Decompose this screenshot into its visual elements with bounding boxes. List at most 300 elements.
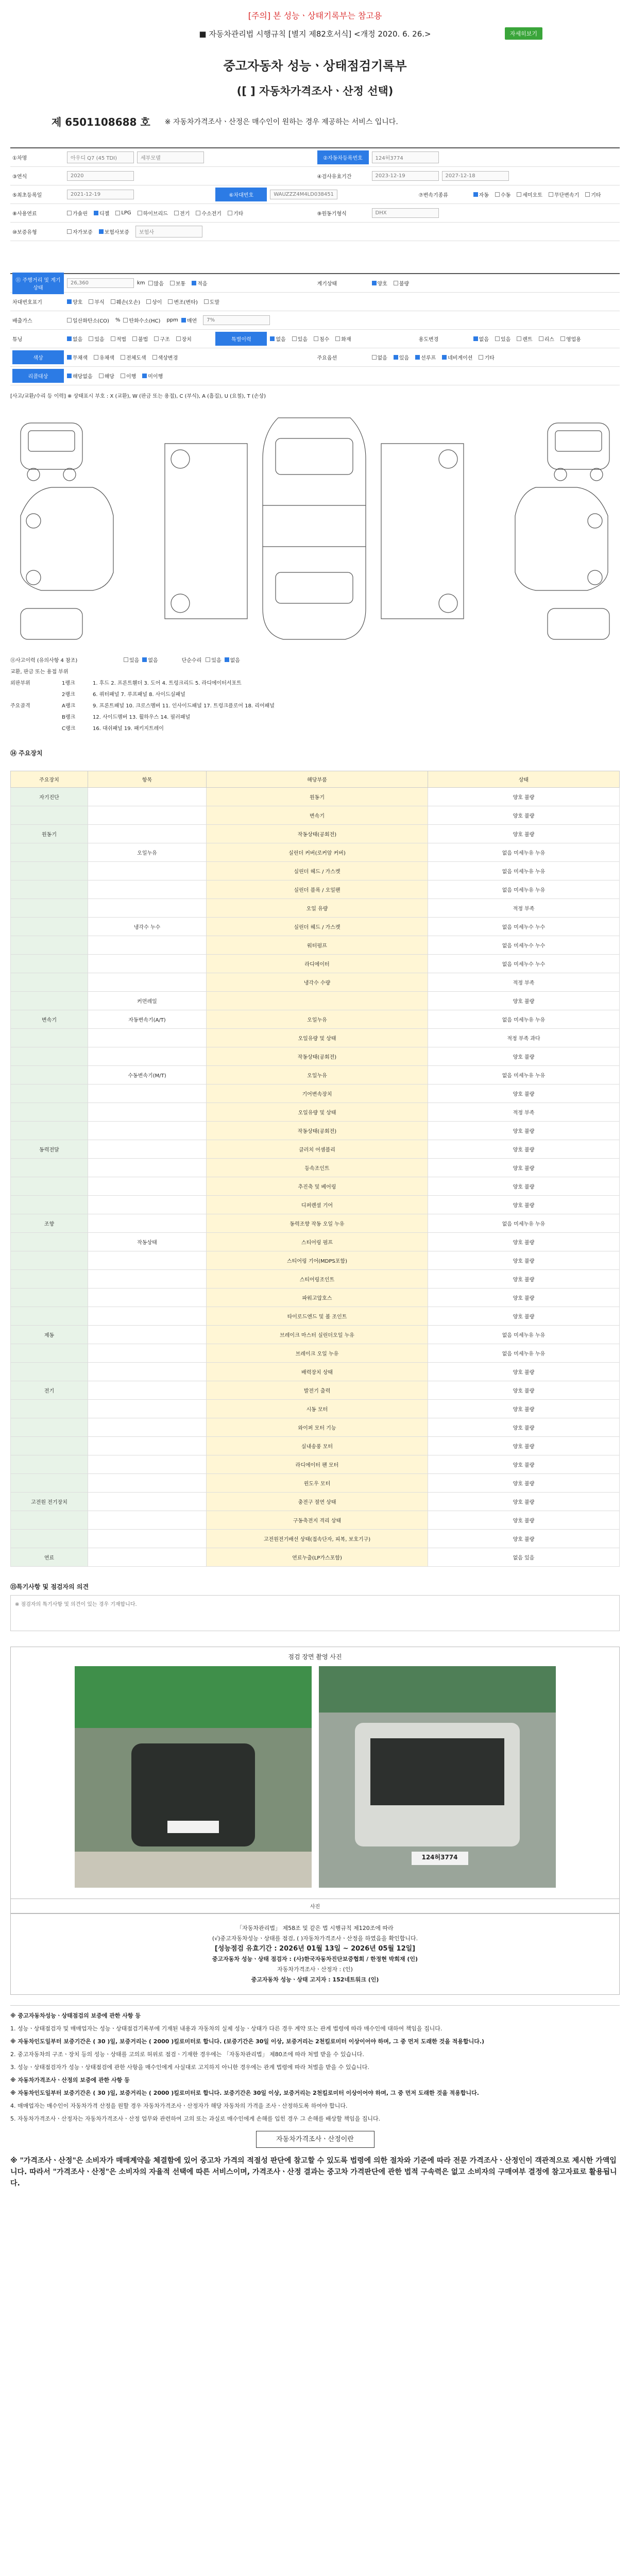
- status-row: [10, 367, 620, 385]
- table-row: [11, 1047, 620, 1066]
- car-rear-icon: [75, 1666, 312, 1888]
- table-cell[interactable]: 적정 부족: [428, 899, 620, 918]
- table-cell[interactable]: 없음 미세누유 누유: [428, 1344, 620, 1363]
- table-header-row: [11, 771, 620, 788]
- table-cell: 기어변속장치: [207, 1084, 428, 1103]
- checkbox-option[interactable]: 없음: [225, 656, 240, 664]
- table-cell: [11, 1233, 88, 1251]
- checkbox-option[interactable]: 보험사보증: [99, 228, 129, 235]
- field-label: ⑤최초등록일: [12, 193, 42, 198]
- table-cell: 오일누유: [207, 1066, 428, 1084]
- table-cell[interactable]: 양호 불량: [428, 1474, 620, 1493]
- table-cell: 디퍼렌셜 기어: [207, 1196, 428, 1214]
- checkbox-icon: [517, 336, 521, 341]
- table-cell: [88, 1381, 207, 1400]
- table-cell[interactable]: 없음 미세누유 누유: [428, 880, 620, 899]
- checkbox-option[interactable]: 양호: [67, 298, 82, 306]
- table-cell[interactable]: 적정 부족: [428, 973, 620, 992]
- checkbox-icon: [335, 336, 340, 341]
- table-cell: [88, 973, 207, 992]
- table-cell: [88, 1029, 207, 1047]
- table-cell: 라디에이터 팬 모터: [207, 1455, 428, 1474]
- checkbox-icon: [123, 318, 128, 323]
- checkbox-option[interactable]: 선루프: [415, 353, 436, 361]
- checkbox-option[interactable]: 해당: [99, 372, 114, 380]
- table-row: [11, 1214, 620, 1233]
- table-cell[interactable]: 양호 불량: [428, 1455, 620, 1474]
- table-cell: [88, 1474, 207, 1493]
- checkbox-option[interactable]: 색상변경: [152, 353, 178, 361]
- price-survey-info-button[interactable]: 자동차가격조사ㆍ산정이란: [256, 2131, 374, 2148]
- checkbox-option[interactable]: 없음: [67, 335, 82, 343]
- table-cell: [11, 992, 88, 1010]
- checkbox-option[interactable]: 있음: [124, 656, 139, 664]
- table-cell: [88, 1418, 207, 1437]
- checkbox-icon: [67, 374, 72, 378]
- table-cell: [11, 973, 88, 992]
- table-cell: 조향: [11, 1214, 88, 1233]
- table-cell[interactable]: 없음 미세누유 누유: [428, 1326, 620, 1344]
- table-cell[interactable]: 양호 불량: [428, 825, 620, 843]
- table-cell[interactable]: 양호 불량: [428, 992, 620, 1010]
- table-cell[interactable]: 양호 불량: [428, 1289, 620, 1307]
- table-cell: 실린더 헤드 / 가스켓: [207, 862, 428, 880]
- checkbox-icon: [181, 318, 186, 323]
- tuning-field: [10, 335, 213, 343]
- checkbox-option[interactable]: 훼손(오손): [111, 298, 140, 306]
- table-cell[interactable]: 양호 불량: [428, 1140, 620, 1159]
- table-cell[interactable]: 없음 미세누유 누유: [428, 1010, 620, 1029]
- field-extra: 세부모델: [137, 151, 204, 163]
- table-cell: 냉각수 누수: [88, 918, 207, 936]
- page-title: 중고자동차 성능ㆍ상태점검기록부: [223, 59, 407, 73]
- checkbox-icon: [517, 192, 521, 197]
- table-cell: 실린더 커버(로커암 커버): [207, 843, 428, 862]
- table-cell: 타이로드엔드 및 볼 조인트: [207, 1307, 428, 1326]
- table-cell[interactable]: 없음 미세누유 누유: [428, 1214, 620, 1233]
- gauge-field: [315, 279, 620, 287]
- table-cell: [11, 1455, 88, 1474]
- checkbox-icon: [174, 211, 179, 215]
- checkbox-option[interactable]: 전체도색: [121, 353, 146, 361]
- table-cell[interactable]: 양호 불량: [428, 1511, 620, 1530]
- checkbox-icon: [121, 355, 125, 360]
- field-value: 2023-12-19: [372, 171, 439, 181]
- checkbox-option[interactable]: 부식: [89, 298, 104, 306]
- table-row: [11, 1029, 620, 1047]
- table-cell: 시동 모터: [207, 1400, 428, 1418]
- remarks-title: ⑮특기사항 및 점검자의 의견: [10, 1583, 89, 1590]
- checkbox-option[interactable]: 일산화탄소(CO): [67, 316, 109, 324]
- column-header: 상태: [428, 771, 620, 788]
- special-history-field: [213, 332, 416, 346]
- field-label: ①차명: [12, 156, 27, 161]
- checkbox-option[interactable]: 하이브리드: [138, 209, 168, 217]
- table-cell: [11, 1122, 88, 1140]
- table-row: [11, 1270, 620, 1289]
- warranty-field: [10, 226, 620, 238]
- notice-section: ※ 중고자동차성능ㆍ상태점검의 보증에 관한 사항 등 1. 성능ㆍ상태점검자 및 매매업자는 성능ㆍ상태점검기록부에 기재된 내용과 자동차의 실제 성능ㆍ상태가 다른 경우 계약 또는 관계 법령에 따라 매수인에 대하여 책임을 집니다. ※ 자동차인도일부터 보증기간은 ( 30 )일, 보증거리는 ( 2000 )킬로미터로 합니다. (보증기간은 30일 이상, 보증거리는 2천킬로미터 이상이어야 하며, 그 중 먼저 도래한 것을 적용합니다.) 2. 중고자동차의 구조ㆍ장치 등의 성능ㆍ상태를 고의로 허위로 점검ㆍ기재한 경우에는 「자동차관리법」 제80조에 따라 처벌 받을 수 있습니다. 3. 성능ㆍ상태점검자가 성능ㆍ상태점검에 관한 사항을 매수인에게 사실대로 고지하지 아니한 경우에는 관계 법령에 따라 처벌을 받을 수 있습니다. ※ 자동차가격조사ㆍ산정의 보증에 관한 사항 등 ※ 자동차인도일부터 보증기간은 ( 30 )일, 보증거리는 ( 2000 )킬로미터로 합니다. 보증기간은 30일 이상, 보증거리는 2천킬로미터 이상이어야 하며, 그 중 먼저 도래한 것을 적용합니다. 4. 매매업자는 매수인이 자동차가격 산정을 원할 경우 자동차가격조사ㆍ산정자가 해당 자동차의 가격을 조사ㆍ산정하도록 하여야 합니다. 5. 자동차가격조사ㆍ산정자는 자동차가격조사ㆍ산정 업무와 관련하여 고의 또는 과실로 매수인에게 손해를 입힌 경우 그 손해를 배상할 책임을 집니다. 자동차가격조사ㆍ산정이란 ※ "가격조사ㆍ산정"은 소비자가 매매계약을 체결함에 있어 중고차 가격의 적절성 판단에 참고할 수 있도록 법령에 의한 절차와 기준에 따라 전문 가격조사ㆍ산정인이 객관적으로 제시한 가액입니다. 따라서 "가격조사ㆍ산정"은 소비자의 자율적 선택에 따른 서비스이며, 가격조사ㆍ산정 결과는 중고차 가격판단에 관한 법적 구속력은 없고 소비자의 구매여부 결정에 참고자료로 활용됩니다.: [10, 2005, 620, 2189]
- plate-field: [315, 150, 620, 164]
- table-cell: 작동상태(공회전): [207, 825, 428, 843]
- checkbox-icon: [89, 299, 93, 304]
- checkbox-option[interactable]: 디젤: [94, 209, 109, 217]
- checkbox-option[interactable]: 미이행: [142, 372, 163, 380]
- table-cell: 추진축 및 베어링: [207, 1177, 428, 1196]
- checkbox-icon: [67, 229, 72, 234]
- table-cell: 변속기: [207, 806, 428, 825]
- table-cell: 클러치 어셈블리: [207, 1140, 428, 1159]
- table-cell: 원동기: [11, 825, 88, 843]
- table-cell[interactable]: 없음 미세누수 누수: [428, 955, 620, 973]
- table-cell: [88, 806, 207, 825]
- status-row: [10, 330, 620, 348]
- checkbox-option[interactable]: 상이: [146, 298, 162, 306]
- table-cell: [88, 1177, 207, 1196]
- table-cell[interactable]: 양호 불량: [428, 1437, 620, 1455]
- table-cell[interactable]: 없음 미세누유 누유: [428, 1066, 620, 1084]
- table-cell: [88, 1363, 207, 1381]
- rank-row: 외판부위 1랭크 1. 후드 2. 프론트휀더 3. 도어 4. 트렁크리드 5. 라디에이터서포트: [10, 680, 242, 686]
- table-cell[interactable]: 양호 불량: [428, 1270, 620, 1289]
- checkbox-option[interactable]: 없음: [142, 656, 158, 664]
- checkbox-option[interactable]: 영업용: [560, 335, 581, 343]
- table-row: [11, 992, 620, 1010]
- table-cell: [88, 936, 207, 955]
- table-cell[interactable]: 양호 불량: [428, 1159, 620, 1177]
- table-row: [11, 1363, 620, 1381]
- table-cell: [88, 1140, 207, 1159]
- status-row: [10, 348, 620, 367]
- checkbox-option[interactable]: 유채색: [94, 353, 114, 361]
- table-cell[interactable]: 양호 불량: [428, 1122, 620, 1140]
- table-cell: [88, 1511, 207, 1530]
- table-cell: 오일누유: [88, 843, 207, 862]
- checkbox-option[interactable]: 자동: [473, 191, 489, 198]
- field-value: WAUZZZ4M4LD038451: [270, 190, 337, 199]
- table-cell: 제동: [11, 1326, 88, 1344]
- table-cell: [88, 1344, 207, 1363]
- engine-type-field: [315, 208, 620, 218]
- checkbox-option[interactable]: 변조(변타): [168, 298, 197, 306]
- table-cell[interactable]: 양호 불량: [428, 1530, 620, 1548]
- checkbox-option[interactable]: 전기: [174, 209, 190, 217]
- options-field: [315, 353, 620, 361]
- checkbox-option[interactable]: 있음: [495, 335, 510, 343]
- table-cell: [11, 1177, 88, 1196]
- usage-change-field: [417, 335, 620, 343]
- details-button[interactable]: 자세히보기: [505, 27, 542, 40]
- table-row: [11, 1251, 620, 1270]
- checkbox-option[interactable]: 세미오토: [517, 191, 542, 198]
- table-cell[interactable]: 양호 불량: [428, 1196, 620, 1214]
- status-section: [10, 273, 620, 385]
- table-cell: 스티어링 기어(MDPS포함): [207, 1251, 428, 1270]
- table-row: [11, 862, 620, 880]
- table-cell: [11, 918, 88, 936]
- color-field: [10, 350, 315, 364]
- table-row: [11, 1511, 620, 1530]
- table-cell: 자동변속기(A/T): [88, 1010, 207, 1029]
- table-row: [11, 1289, 620, 1307]
- table-cell: 작동상태(공회전): [207, 1047, 428, 1066]
- table-cell: 스티어링조인트: [207, 1270, 428, 1289]
- table-cell[interactable]: 양호 불량: [428, 1084, 620, 1103]
- checkbox-icon: [372, 281, 377, 285]
- checkbox-option[interactable]: 기타: [228, 209, 243, 217]
- law-reference: [10, 28, 620, 39]
- table-cell[interactable]: 적정 부족 과다: [428, 1029, 620, 1047]
- table-row: [11, 899, 620, 918]
- checkbox-option[interactable]: 수소전기: [196, 209, 222, 217]
- table-row: [11, 1418, 620, 1437]
- checkbox-option[interactable]: 양호: [372, 279, 387, 287]
- table-cell: [88, 1196, 207, 1214]
- table-cell: 워터펌프: [207, 936, 428, 955]
- table-cell: 구동축전지 격리 상태: [207, 1511, 428, 1530]
- mileage-unit: km: [137, 280, 145, 286]
- field-value: 아우디 Q7 (45 TDI): [67, 151, 134, 163]
- checkbox-option[interactable]: 침수: [314, 335, 329, 343]
- checkbox-option[interactable]: 매연: [181, 316, 197, 324]
- page-subtitle: ([ ] 자동차가격조사ㆍ산정 선택): [236, 85, 394, 97]
- remarks-box: ※ 점검자의 특기사항 및 의견이 있는 경우 기재합니다.: [10, 1595, 620, 1631]
- table-cell[interactable]: 양호 불량: [428, 1047, 620, 1066]
- checkbox-option[interactable]: LPG: [115, 210, 131, 216]
- vehicle-outline-icon: [10, 402, 620, 650]
- table-row: [11, 1548, 620, 1567]
- checkbox-option[interactable]: 이행: [121, 372, 136, 380]
- checkbox-icon: [539, 336, 543, 341]
- table-cell: [11, 1066, 88, 1084]
- checkbox-option[interactable]: 네비게이션: [442, 353, 472, 361]
- checkbox-option[interactable]: 있음: [89, 335, 104, 343]
- table-cell: [88, 825, 207, 843]
- info-row: [10, 204, 620, 223]
- checkbox-icon: [228, 211, 232, 215]
- vehicle-diagram: [10, 402, 620, 650]
- table-cell: [88, 1437, 207, 1455]
- table-cell: [11, 1103, 88, 1122]
- table-row: [11, 1326, 620, 1344]
- table-cell: 고전원전기배선 상태(접속단자, 피복, 보호기구): [207, 1530, 428, 1548]
- table-cell[interactable]: 없음 미세누수 누수: [428, 936, 620, 955]
- checkbox-icon: [270, 336, 275, 341]
- checkbox-icon: [206, 657, 210, 662]
- table-cell[interactable]: 양호 불량: [428, 1251, 620, 1270]
- checkbox-option[interactable]: 장치: [176, 335, 192, 343]
- table-cell: [11, 862, 88, 880]
- table-cell[interactable]: 양호 불량: [428, 1363, 620, 1381]
- checkbox-option[interactable]: 구조: [154, 335, 169, 343]
- table-cell: [88, 1307, 207, 1326]
- table-cell: [11, 806, 88, 825]
- checkbox-icon: [549, 192, 553, 197]
- table-cell[interactable]: 없음 있음: [428, 1548, 620, 1567]
- field-label: ④검사유효기간: [317, 174, 352, 180]
- checkbox-option[interactable]: 불법: [132, 335, 148, 343]
- checkbox-icon: [111, 336, 115, 341]
- table-cell: [207, 992, 428, 1010]
- status-row: [10, 274, 620, 293]
- checkbox-option[interactable]: 무단변속기: [549, 191, 579, 198]
- checkbox-option[interactable]: 있음: [292, 335, 308, 343]
- table-cell: 실린더 블록 / 오일팬: [207, 880, 428, 899]
- table-cell[interactable]: 양호 불량: [428, 806, 620, 825]
- field-label: 배출가스: [12, 318, 32, 324]
- table-row: [11, 1159, 620, 1177]
- table-cell: 오일유량 및 상태: [207, 1103, 428, 1122]
- checkbox-icon: [495, 192, 500, 197]
- table-cell: [88, 1493, 207, 1511]
- table-cell: 연료누출(LP가스포함): [207, 1548, 428, 1567]
- checkbox-icon: [67, 299, 72, 304]
- field-label: ⑧사용연료: [12, 211, 37, 217]
- table-cell[interactable]: 양호 불량: [428, 788, 620, 806]
- reference-notice: [주의] 본 성능ㆍ상태기록부는 참고용: [248, 11, 382, 21]
- table-cell[interactable]: 없음 미세누유 누유: [428, 843, 620, 862]
- table-cell[interactable]: 양호 불량: [428, 1177, 620, 1196]
- table-cell: 충전구 절연 상태: [207, 1493, 428, 1511]
- table-cell: [11, 1400, 88, 1418]
- table-row: [11, 1474, 620, 1493]
- table-row: [11, 1455, 620, 1474]
- table-cell: 라디에이터: [207, 955, 428, 973]
- checkbox-option[interactable]: 기타: [585, 191, 601, 198]
- rank-row: 주요골격 A랭크 9. 프론트패널 10. 크로스멤버 11. 인사이드패널 17. 트렁크플로어 18. 리어패널: [10, 703, 275, 709]
- table-cell[interactable]: 양호 불량: [428, 1400, 620, 1418]
- table-cell: 오일누유: [207, 1010, 428, 1029]
- checkbox-option[interactable]: 화재: [335, 335, 351, 343]
- checkbox-option[interactable]: 많음: [148, 279, 164, 287]
- info-row: [10, 148, 620, 167]
- table-cell: [11, 899, 88, 918]
- checkbox-option[interactable]: 해당없음: [67, 372, 93, 380]
- law-text: ■ 자동차관리법 시행규칙 [별지 제82호서식] <개정 2020. 6. 26.>: [199, 29, 431, 39]
- checkbox-icon: [154, 336, 159, 341]
- checkbox-option[interactable]: 자가보증: [67, 228, 93, 235]
- table-cell: [11, 880, 88, 899]
- table-cell: [11, 1047, 88, 1066]
- rank-row: B랭크 12. 사이드멤버 13. 휠하우스 14. 필러패널: [62, 714, 191, 720]
- table-cell: 동력조향 작동 오일 누유: [207, 1214, 428, 1233]
- photo-section: [10, 1647, 620, 1899]
- checkbox-icon: [204, 299, 209, 304]
- field-label: 교환, 판금 또는 용접 부위: [10, 669, 69, 675]
- document-number: 제 6501108688 호: [52, 116, 150, 128]
- signature-box: 「자동차관리법」 제58조 및 같은 법 시행규칙 제120조에 따라 (√)중고자동차성능ㆍ상태를 점검, ( )자동차가격조사ㆍ산정을 하였음을 확인합니다. [성능점검 유효기간 : 2026년 01월 13일 ~ 2026년 05월 12일] 중고자동차 성능ㆍ상태 점검자 : (사)한국자동차진단보증협회 / 한정현 박희재 (인) 자동차가격조사ㆍ산정자 : (인) 중고자동차 성능ㆍ상태 고지자 : 152네트워크 (인): [10, 1913, 620, 1995]
- checkbox-icon: [152, 355, 157, 360]
- checkbox-icon: [89, 336, 93, 341]
- checkbox-icon: [192, 281, 196, 285]
- column-header: 주요장치: [11, 771, 88, 788]
- table-row: [11, 1140, 620, 1159]
- table-cell: [11, 1307, 88, 1326]
- devices-table: [10, 771, 620, 1567]
- table-cell: [88, 1530, 207, 1548]
- field-label: 색상: [12, 350, 64, 364]
- checkbox-icon: [168, 299, 173, 304]
- checkbox-icon: [132, 336, 137, 341]
- mileage-value: 26,360: [67, 278, 134, 288]
- table-cell: [11, 1530, 88, 1548]
- table-cell: [88, 955, 207, 973]
- table-cell[interactable]: 양호 불량: [428, 1233, 620, 1251]
- table-cell: 전기: [11, 1381, 88, 1400]
- table-cell: [11, 1084, 88, 1103]
- recall-field: [10, 369, 620, 383]
- table-cell: 배력장치 상태: [207, 1363, 428, 1381]
- checkbox-icon: [473, 192, 478, 197]
- table-cell: 실내송풍 모터: [207, 1437, 428, 1455]
- field-label: 주요옵션: [317, 355, 337, 361]
- table-cell: 와이퍼 모터 기능: [207, 1418, 428, 1437]
- checkbox-option[interactable]: 탄화수소(HC): [123, 316, 160, 324]
- table-cell[interactable]: 없음 미세누유 누유: [428, 862, 620, 880]
- checkbox-icon: [176, 336, 181, 341]
- checkbox-icon: [394, 281, 398, 285]
- field-extra: 2027-12-18: [442, 171, 509, 181]
- table-cell: [88, 1214, 207, 1233]
- checkbox-option[interactable]: 가솔린: [67, 209, 88, 217]
- table-cell: 커먼레일: [88, 992, 207, 1010]
- table-row: [11, 1177, 620, 1196]
- checkbox-option[interactable]: 없음: [270, 335, 285, 343]
- checkbox-option[interactable]: 보통: [170, 279, 185, 287]
- checkbox-option[interactable]: 기타: [479, 353, 494, 361]
- checkbox-option[interactable]: 있음: [206, 656, 221, 664]
- field-label: 용도변경: [418, 337, 439, 343]
- photo-title: 점검 장면 촬영 사진: [288, 1653, 342, 1660]
- accident-row: [10, 654, 620, 665]
- table-cell: 스티어링 펌프: [207, 1233, 428, 1251]
- info-row: [10, 185, 620, 204]
- table-row: [11, 806, 620, 825]
- table-cell[interactable]: 양호 불량: [428, 1381, 620, 1400]
- checkbox-option[interactable]: 적법: [111, 335, 126, 343]
- checkbox-option[interactable]: 있음: [394, 353, 409, 361]
- model-field: [10, 151, 315, 163]
- table-cell: [11, 1029, 88, 1047]
- table-row: [11, 825, 620, 843]
- table-cell[interactable]: 양호 불량: [428, 1493, 620, 1511]
- table-cell: [88, 1103, 207, 1122]
- checkbox-option[interactable]: 적음: [192, 279, 207, 287]
- table-row: [11, 936, 620, 955]
- checkbox-icon: [67, 318, 72, 323]
- checkbox-option[interactable]: 렌트: [517, 335, 532, 343]
- table-row: [11, 1122, 620, 1140]
- checkbox-option[interactable]: 수동: [495, 191, 510, 198]
- table-cell[interactable]: 적정 부족: [428, 1103, 620, 1122]
- checkbox-option[interactable]: 없음: [473, 335, 489, 343]
- table-cell: [11, 1270, 88, 1289]
- table-cell: 등속조인트: [207, 1159, 428, 1177]
- table-cell[interactable]: 양호 불량: [428, 1307, 620, 1326]
- checkbox-option[interactable]: 불량: [394, 279, 409, 287]
- checkbox-option[interactable]: 무채색: [67, 353, 88, 361]
- table-cell: 오일 유량: [207, 899, 428, 918]
- table-cell[interactable]: 양호 불량: [428, 1418, 620, 1437]
- table-cell: [11, 1196, 88, 1214]
- checkbox-option[interactable]: 도말: [204, 298, 219, 306]
- table-cell: 작동상태(공회전): [207, 1122, 428, 1140]
- table-cell[interactable]: 없음 미세누수 누수: [428, 918, 620, 936]
- info-row: [10, 167, 620, 185]
- checkbox-icon: [560, 336, 565, 341]
- checkbox-option[interactable]: 없음: [372, 353, 387, 361]
- checkbox-option[interactable]: 리스: [539, 335, 554, 343]
